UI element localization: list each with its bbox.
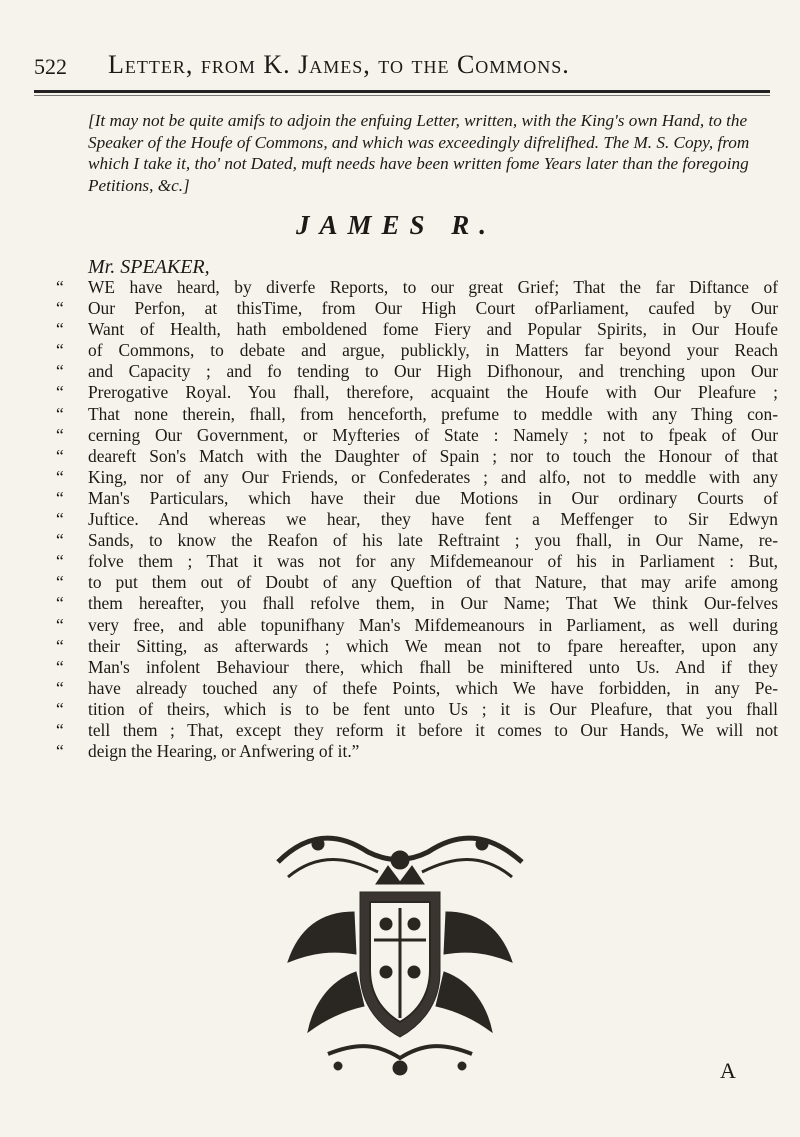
- letter-line: [56, 509, 778, 530]
- quotation-mark: “: [56, 635, 64, 656]
- quotation-mark: “: [56, 319, 64, 340]
- letter-line: [56, 593, 778, 614]
- letter-line: [56, 678, 778, 699]
- letter-line: [56, 720, 778, 741]
- letter-line-text: to put them out of Doubt of any Queftion of that Nature, that may arife among: [88, 572, 778, 593]
- letter-line-text: Want of Health, hath emboldened fome Fiery and Popular Spirits, in Our Houfe: [88, 319, 778, 340]
- royal-signature: JAMES R.: [296, 210, 497, 240]
- quotation-mark: “: [56, 340, 64, 361]
- quotation-mark: “: [56, 719, 64, 740]
- quotation-mark: “: [56, 403, 64, 424]
- quotation-mark: “: [56, 614, 64, 635]
- letter-line-text: WE have heard, by diverfe Reports, to our great Grief; That the far Diftance of: [88, 277, 778, 297]
- letter-line: [56, 446, 778, 467]
- catchword: A: [720, 1058, 736, 1083]
- salutation: Mr. SPEAKER,: [88, 256, 210, 278]
- letter-line: [56, 404, 778, 425]
- page-number: 522: [34, 54, 67, 79]
- letter-line: [56, 572, 778, 593]
- running-title: Letter, from K. James, to the Commons.: [108, 50, 570, 79]
- letter-line-text: and Capacity ; and fo tending to Our High Difhonour, and trenching upon Our: [88, 361, 778, 382]
- quotation-mark: “: [56, 551, 64, 572]
- letter-line-text: cerning Our Government, or Myfteries of State : Namely ; not to fpeak of Our: [88, 424, 778, 445]
- letter-line-text: tition of theirs, which is to be fent unto Us ; it is Our Pleafure, that you fhall: [88, 698, 778, 719]
- letter-line-text: their Sitting, as afterwards ; which We mean not to fpare hereafter, upon any: [88, 635, 778, 656]
- quotation-mark: “: [56, 361, 64, 382]
- letter-line: [56, 425, 778, 446]
- quotation-mark: “: [56, 572, 64, 593]
- letter-line: [56, 636, 778, 657]
- letter-line: [56, 530, 778, 551]
- letter-line-text: very free, and able topunifhany Man's Mifdemeanours in Parliament, as well during: [88, 614, 778, 635]
- header-rule: [34, 90, 770, 93]
- letter-line-text: That none therein, fhall, from henceforth, prefume to meddle with any Thing con-: [88, 403, 778, 424]
- letter-line-text: King, nor of any Our Friends, or Confederates ; and alfo, not to meddle with any: [88, 466, 778, 487]
- quotation-mark: “: [56, 382, 64, 403]
- letter-body: [56, 277, 778, 762]
- quotation-mark: “: [56, 424, 64, 445]
- letter-line-text: deareft Son's Match with the Daughter of Spain ; nor to touch the Honour of that: [88, 445, 778, 466]
- letter-line-text: of Commons, to debate and argue, publickly, in Matters far beyond your Reach: [88, 340, 778, 361]
- letter-line-text: Man's infolent Behaviour there, which fhall be miniftered unto Us. And if they: [88, 656, 778, 677]
- quotation-mark: “: [56, 677, 64, 698]
- letter-line: [56, 319, 778, 340]
- letter-line-text: Sands, to know the Reafon of his late Reftraint ; you fhall, in Our Name, re-: [88, 530, 778, 551]
- letter-line: [56, 699, 778, 720]
- letter-line: [56, 488, 778, 509]
- printers-ornament-icon: [268, 822, 532, 1082]
- letter-line: [56, 657, 778, 678]
- quotation-mark: “: [56, 698, 64, 719]
- letter-line-text: tell them ; That, except they reform it before it comes to Our Hands, We will not: [88, 719, 778, 740]
- letter-line-text: Man's Particulars, which have their due Motions in Our ordinary Courts of: [88, 487, 778, 508]
- letter-line: [56, 551, 778, 572]
- letter-line-text: Juftice. And whereas we hear, they have fent a Meffenger to Sir Edwyn: [88, 509, 778, 530]
- quotation-mark: “: [56, 593, 64, 614]
- letter-line-text: Prerogative Royal. You fhall, therefore, acquaint the Houfe with Our Pleafure ;: [88, 382, 778, 403]
- quotation-mark: “: [56, 509, 64, 530]
- page-header: [34, 50, 774, 88]
- letter-line: [56, 382, 778, 403]
- letter-line: [56, 615, 778, 636]
- letter-line: [56, 467, 778, 488]
- letter-line-text: them hereafter, you fhall refolve them, in Our Name; That We think Our-felves: [88, 593, 778, 614]
- letter-line-text: folve them ; That it was not for any Mifdemeanour of his in Parliament : But,: [88, 551, 778, 572]
- quotation-mark: “: [56, 741, 64, 762]
- letter-line: [56, 277, 778, 298]
- quotation-mark: “: [56, 277, 64, 297]
- quotation-mark: “: [56, 530, 64, 551]
- letter-line: [56, 340, 778, 361]
- quotation-mark: “: [56, 656, 64, 677]
- header-rule-thin: [34, 95, 770, 96]
- letter-line: [56, 298, 778, 319]
- letter-line-text: have already touched any of thefe Points, which We have forbidden, in any Pe-: [88, 677, 778, 698]
- quotation-mark: “: [56, 445, 64, 466]
- editorial-note: [It may not be quite amifs to adjoin the enfuing Letter, written, with the King's own Hand, to the Speaker of the Houfe of Commons, and which was exceedingly difrelifhed. The M. S. Copy, from which I take it, tho' not Dated, muft needs have been written fome Years later than the foregoing Petitions, &c.]: [88, 111, 750, 195]
- letter-line-text: Our Perfon, at thisTime, from Our High Court ofParliament, caufed by Our: [88, 298, 778, 319]
- quotation-mark: “: [56, 466, 64, 487]
- letter-line-text: deign the Hearing, or Anfwering of it.”: [88, 741, 360, 762]
- letter-line: [56, 361, 778, 382]
- quotation-mark: “: [56, 487, 64, 508]
- quotation-mark: “: [56, 298, 64, 319]
- letter-line: [56, 741, 778, 762]
